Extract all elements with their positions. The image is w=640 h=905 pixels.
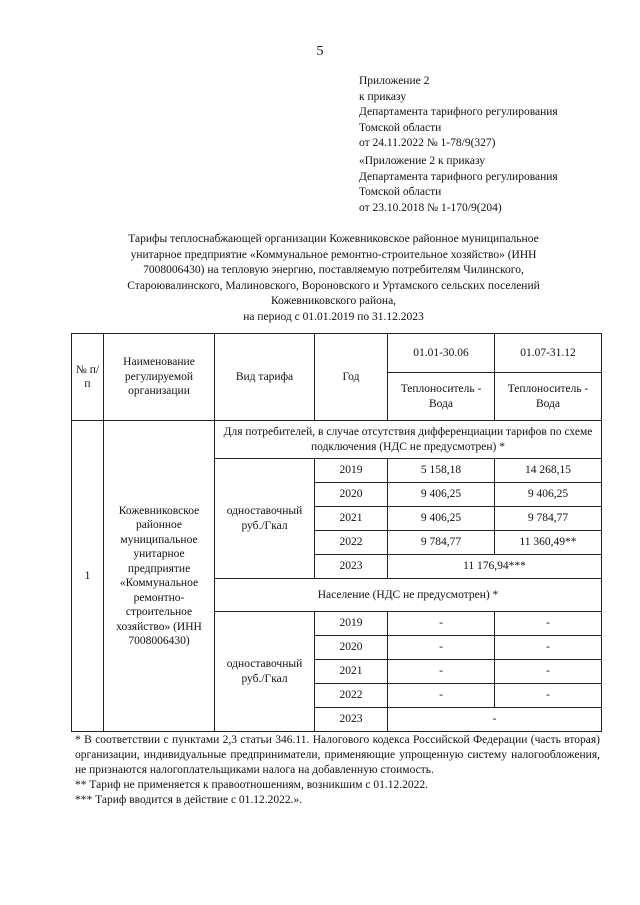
footnote-2: ** Тариф не применяется к правоотношениям, возникшим с 01.12.2022.: [75, 779, 428, 791]
year-cell: 2023: [315, 708, 388, 732]
footnotes: [75, 733, 600, 808]
value-cell: -: [388, 636, 495, 660]
section-title: Население (НДС не предусмотрен) *: [215, 579, 602, 612]
value-cell: 9 406,25: [495, 483, 602, 507]
title-line: 7008006430) на тепловую энергию, поставляемую потребителям Чилинского,: [143, 264, 524, 276]
header-year: Год: [315, 334, 388, 421]
value-cell: 11 176,94***: [388, 555, 602, 579]
value-cell: 9 406,25: [388, 483, 495, 507]
organization-name: Кожевниковское районное муниципальное унитарное предприятие «Коммунальное ремонтно-строительное хозяйство» (ИНН 7008006430): [104, 421, 215, 732]
header-num: № п/п: [72, 334, 104, 421]
section-title: Для потребителей, в случае отсутствия дифференциации тарифов по схеме подключения (НДС не предусмотрен) *: [215, 421, 602, 459]
appendix-line: «Приложение 2 к приказу: [359, 155, 486, 167]
value-cell: -: [495, 684, 602, 708]
value-cell: 5 158,18: [388, 459, 495, 483]
value-cell: 11 360,49**: [495, 531, 602, 555]
appendix-line: Томской области: [359, 186, 442, 198]
appendix-block-original: [359, 154, 558, 216]
appendix-line: от 24.11.2022 № 1-78/9(327): [359, 137, 496, 149]
title-line: Тарифы теплоснабжающей организации Кожевниковское районное муниципальное: [128, 233, 539, 245]
title-line: Староювалинского, Малиновского, Вороновского и Уртамского сельских поселений: [127, 279, 540, 292]
year-cell: 2020: [315, 636, 388, 660]
value-cell: 9 406,25: [388, 507, 495, 531]
document-title: [96, 232, 571, 325]
value-cell: 9 784,77: [388, 531, 495, 555]
year-cell: 2022: [315, 684, 388, 708]
appendix-line: Томской области: [359, 121, 442, 134]
value-cell: -: [495, 636, 602, 660]
page-number: 5: [316, 44, 324, 59]
appendix-line: Приложение 2: [359, 75, 430, 87]
value-cell: -: [388, 684, 495, 708]
appendix-line: к приказу: [359, 90, 407, 103]
header-period-2: 01.07-31.12: [495, 334, 602, 373]
footnote-3: *** Тариф вводится в действие с 01.12.2022.».: [75, 794, 303, 806]
title-line: унитарное предприятие «Коммунальное ремонтно-строительное хозяйство» (ИНН: [130, 248, 537, 261]
year-cell: 2023: [315, 555, 388, 579]
tariff-type: одноставочный руб./Гкал: [215, 459, 315, 579]
year-cell: 2022: [315, 531, 388, 555]
value-cell: -: [388, 612, 495, 636]
year-cell: 2020: [315, 483, 388, 507]
year-cell: 2019: [315, 612, 388, 636]
footnote-1: * В соответствии с пунктами 2,3 статьи 346.11. Налогового кодекса Российской Федерации (часть вторая) организации, индивидуальные предприниматели, применяющие упрощенную систему налогообложения, не признаются налогоплательщиками налога на добавленную стоимость.: [75, 734, 600, 776]
tariff-table: [71, 333, 602, 732]
title-line: Кожевниковского района,: [270, 295, 397, 307]
header-period-1: 01.01-30.06: [388, 334, 495, 373]
appendix-line: от 23.10.2018 № 1-170/9(204): [359, 201, 502, 214]
header-carrier-2: Теплоноситель - Вода: [495, 373, 602, 421]
year-cell: 2021: [315, 507, 388, 531]
appendix-line: Департамента тарифного регулирования: [359, 170, 558, 183]
row-number: 1: [72, 421, 104, 732]
value-cell: 14 268,15: [495, 459, 602, 483]
value-cell: -: [388, 660, 495, 684]
value-cell: -: [495, 660, 602, 684]
value-cell: -: [495, 612, 602, 636]
title-line: на период с 01.01.2019 по 31.12.2023: [243, 310, 424, 323]
appendix-block-current: [359, 74, 558, 152]
tariff-type: одноставочный руб./Гкал: [215, 612, 315, 732]
year-cell: 2019: [315, 459, 388, 483]
value-cell: 9 784,77: [495, 507, 602, 531]
header-tariff-type: Вид тарифа: [215, 334, 315, 421]
header-org: Наименование регулируемой организации: [104, 334, 215, 421]
value-cell: -: [388, 708, 602, 732]
header-carrier-1: Теплоноситель - Вода: [388, 373, 495, 421]
year-cell: 2021: [315, 660, 388, 684]
appendix-line: Департамента тарифного регулирования: [359, 106, 558, 118]
